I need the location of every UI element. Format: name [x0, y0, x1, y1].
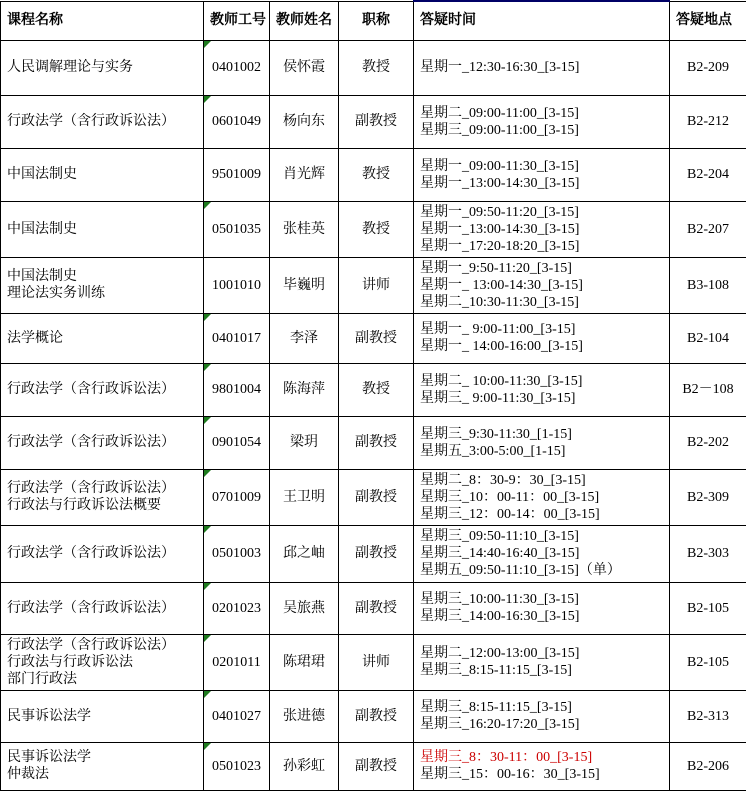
qa-times-cell: 星期三_9:30-11:30_[1-15] 星期五_3:00-5:00_[1-15] — [414, 416, 670, 469]
number-as-text-flag-icon — [204, 364, 211, 371]
table-row — [1, 257, 746, 313]
number-as-text-flag-icon — [204, 470, 211, 477]
teacher-title-cell: 副教授 — [339, 95, 414, 148]
teacher-title-cell: 副教授 — [339, 469, 414, 525]
teacher-id-value: 9801004 — [212, 382, 261, 397]
teacher-id-value: 0701009 — [212, 490, 261, 505]
qa-location-cell: B2-105 — [670, 582, 746, 634]
number-as-text-flag-icon — [204, 743, 211, 750]
qa-location-cell: B2-206 — [670, 742, 746, 790]
teacher-id-value: 0201023 — [212, 601, 261, 616]
col-header-course-name: 课程名称 — [1, 1, 204, 40]
table-row — [1, 363, 746, 416]
course-name-cell: 法学概论 — [1, 313, 204, 363]
qa-times-cell: 星期二_12:00-13:00_[3-15] 星期三_8:15-11:15_[3-15] — [414, 634, 670, 690]
course-name-cell: 行政法学（含行政诉讼法） — [1, 363, 204, 416]
teacher-id-value: 0501035 — [212, 222, 261, 237]
teacher-name-cell: 陈海萍 — [270, 363, 339, 416]
teacher-name-cell: 张进德 — [270, 690, 339, 742]
teacher-name-cell: 梁玥 — [270, 416, 339, 469]
number-as-text-flag-icon — [204, 314, 211, 321]
teacher-name-cell: 肖光辉 — [270, 148, 339, 201]
table-row — [1, 201, 746, 257]
qa-location-cell: B2-104 — [670, 313, 746, 363]
teacher-id-cell — [204, 525, 270, 582]
table-row — [1, 634, 746, 690]
qa-location-cell: B2－108 — [670, 363, 746, 416]
qa-times-cell: 星期一_ 9:00-11:00_[3-15] 星期一_ 14:00-16:00_[3-15] — [414, 313, 670, 363]
teacher-title-cell: 副教授 — [339, 313, 414, 363]
qa-location-cell: B2-303 — [670, 525, 746, 582]
qa-times-cell: 星期三_10:00-11:30_[3-15] 星期三_14:00-16:30_[3-15] — [414, 582, 670, 634]
table-row — [1, 416, 746, 469]
teacher-name-cell: 毕巍明 — [270, 257, 339, 313]
teacher-name-cell: 王卫明 — [270, 469, 339, 525]
col-header-title: 职称 — [339, 1, 414, 40]
teacher-id-cell — [204, 313, 270, 363]
course-name-cell: 中国法制史 理论法实务训练 — [1, 257, 204, 313]
teacher-id-cell — [204, 40, 270, 95]
teacher-title-cell: 讲师 — [339, 634, 414, 690]
number-as-text-flag-icon — [204, 202, 211, 209]
col-header-qa-time: 答疑时间 — [414, 1, 670, 40]
qa-location-cell: B2-313 — [670, 690, 746, 742]
teacher-id-cell — [204, 469, 270, 525]
qa-location-cell: B2-105 — [670, 634, 746, 690]
teacher-id-value: 0501003 — [212, 546, 261, 561]
teacher-id-value: 0401002 — [212, 60, 261, 75]
table-row — [1, 525, 746, 582]
number-as-text-flag-icon — [204, 635, 211, 642]
teacher-title-cell: 教授 — [339, 40, 414, 95]
teacher-id-cell — [204, 201, 270, 257]
table-row — [1, 690, 746, 742]
teacher-id-value: 0201011 — [212, 655, 260, 670]
teacher-id-cell — [204, 690, 270, 742]
teacher-id-cell — [204, 634, 270, 690]
teacher-id-value: 0901054 — [212, 435, 261, 450]
qa-times-cell: 星期三_8:15-11:15_[3-15] 星期三_16:20-17:20_[3-15] — [414, 690, 670, 742]
teacher-name-cell: 陈珺珺 — [270, 634, 339, 690]
table-row — [1, 469, 746, 525]
teacher-name-cell: 杨向东 — [270, 95, 339, 148]
teacher-id-cell — [204, 148, 270, 201]
teacher-title-cell: 教授 — [339, 201, 414, 257]
teacher-id-value: 9501009 — [212, 167, 261, 182]
course-name-cell: 行政法学（含行政诉讼法） — [1, 582, 204, 634]
number-as-text-flag-icon — [204, 417, 211, 424]
qa-location-cell: B2-204 — [670, 148, 746, 201]
qa-location-cell: B3-108 — [670, 257, 746, 313]
number-as-text-flag-icon — [204, 583, 211, 590]
qa-times-cell: 星期一_09:00-11:30_[3-15] 星期一_13:00-14:30_[3-15] — [414, 148, 670, 201]
qa-times-cell: 星期一_9:50-11:20_[3-15] 星期一_ 13:00-14:30_[3-15] 星期二_10:30-11:30_[3-15] — [414, 257, 670, 313]
table-row — [1, 582, 746, 634]
course-name-cell: 中国法制史 — [1, 148, 204, 201]
qa-location-cell: B2-207 — [670, 201, 746, 257]
teacher-id-value: 0401027 — [212, 709, 261, 724]
teacher-name-cell: 张桂英 — [270, 201, 339, 257]
table-row — [1, 313, 746, 363]
col-header-teacher-id: 教师工号 — [204, 1, 270, 40]
course-name-cell: 人民调解理论与实务 — [1, 40, 204, 95]
qa-times-cell: 星期二_09:00-11:00_[3-15] 星期三_09:00-11:00_[3-15] — [414, 95, 670, 148]
table-row — [1, 95, 746, 148]
course-name-cell: 民事诉讼法学 仲裁法 — [1, 742, 204, 790]
teacher-name-cell: 李泽 — [270, 313, 339, 363]
teacher-id-value: 0501023 — [212, 759, 261, 774]
teacher-title-cell: 教授 — [339, 363, 414, 416]
course-name-cell: 行政法学（含行政诉讼法） 行政法与行政诉讼法概要 — [1, 469, 204, 525]
header-row — [1, 1, 746, 40]
teacher-title-cell: 副教授 — [339, 416, 414, 469]
teacher-id-value: 0601049 — [212, 114, 261, 129]
qa-location-cell: B2-202 — [670, 416, 746, 469]
teacher-title-cell: 副教授 — [339, 525, 414, 582]
number-as-text-flag-icon — [204, 526, 211, 533]
teacher-id-cell — [204, 257, 270, 313]
table-row — [1, 40, 746, 95]
teacher-id-value: 0401017 — [212, 331, 261, 346]
qa-times-cell: 星期二_8：30-9：30_[3-15] 星期三_10：00-11：00_[3-15] 星期三_12：00-14：00_[3-15] — [414, 469, 670, 525]
course-name-cell: 行政法学（含行政诉讼法） 行政法与行政诉讼法 部门行政法 — [1, 634, 204, 690]
teacher-title-cell: 副教授 — [339, 742, 414, 790]
number-as-text-flag-icon — [204, 96, 211, 103]
qa-location-cell: B2-209 — [670, 40, 746, 95]
col-header-qa-location: 答疑地点 — [670, 1, 746, 40]
teacher-title-cell: 教授 — [339, 148, 414, 201]
teacher-title-cell: 副教授 — [339, 690, 414, 742]
course-name-cell: 行政法学（含行政诉讼法） — [1, 525, 204, 582]
teacher-name-cell: 侯怀霞 — [270, 40, 339, 95]
table-row — [1, 148, 746, 201]
course-name-cell: 行政法学（含行政诉讼法） — [1, 416, 204, 469]
teacher-title-cell: 讲师 — [339, 257, 414, 313]
table-row — [1, 742, 746, 790]
teacher-id-value: 1001010 — [212, 278, 261, 293]
teacher-title-cell: 副教授 — [339, 582, 414, 634]
qa-times-cell: 星期二_ 10:00-11:30_[3-15] 星期三_ 9:00-11:30_[3-15] — [414, 363, 670, 416]
course-name-cell: 行政法学（含行政诉讼法） — [1, 95, 204, 148]
qa-times-cell: 星期一_09:50-11:20_[3-15] 星期一_13:00-14:30_[3-15] 星期一_17:20-18:20_[3-15] — [414, 201, 670, 257]
teacher-id-cell — [204, 95, 270, 148]
course-name-cell: 中国法制史 — [1, 201, 204, 257]
teacher-name-cell: 孙彩虹 — [270, 742, 339, 790]
qa-location-cell: B2-212 — [670, 95, 746, 148]
qa-times-cell: 星期三_8：30-11：00_[3-15] 星期三_15：00-16：30_[3-15] — [414, 742, 670, 790]
teacher-name-cell: 邱之岫 — [270, 525, 339, 582]
teacher-id-cell — [204, 416, 270, 469]
course-name-cell: 民事诉讼法学 — [1, 690, 204, 742]
qa-times-cell: 星期一_12:30-16:30_[3-15] — [414, 40, 670, 95]
teacher-id-cell — [204, 363, 270, 416]
number-as-text-flag-icon — [204, 41, 211, 48]
number-as-text-flag-icon — [204, 691, 211, 698]
qa-times-cell: 星期三_09:50-11:10_[3-15] 星期三_14:40-16:40_[3-15] 星期五_09:50-11:10_[3-15]（单） — [414, 525, 670, 582]
teacher-id-cell — [204, 582, 270, 634]
col-header-teacher-name: 教师姓名 — [270, 1, 339, 40]
teacher-id-cell — [204, 742, 270, 790]
teacher-name-cell: 吴旅燕 — [270, 582, 339, 634]
qa-location-cell: B2-309 — [670, 469, 746, 525]
